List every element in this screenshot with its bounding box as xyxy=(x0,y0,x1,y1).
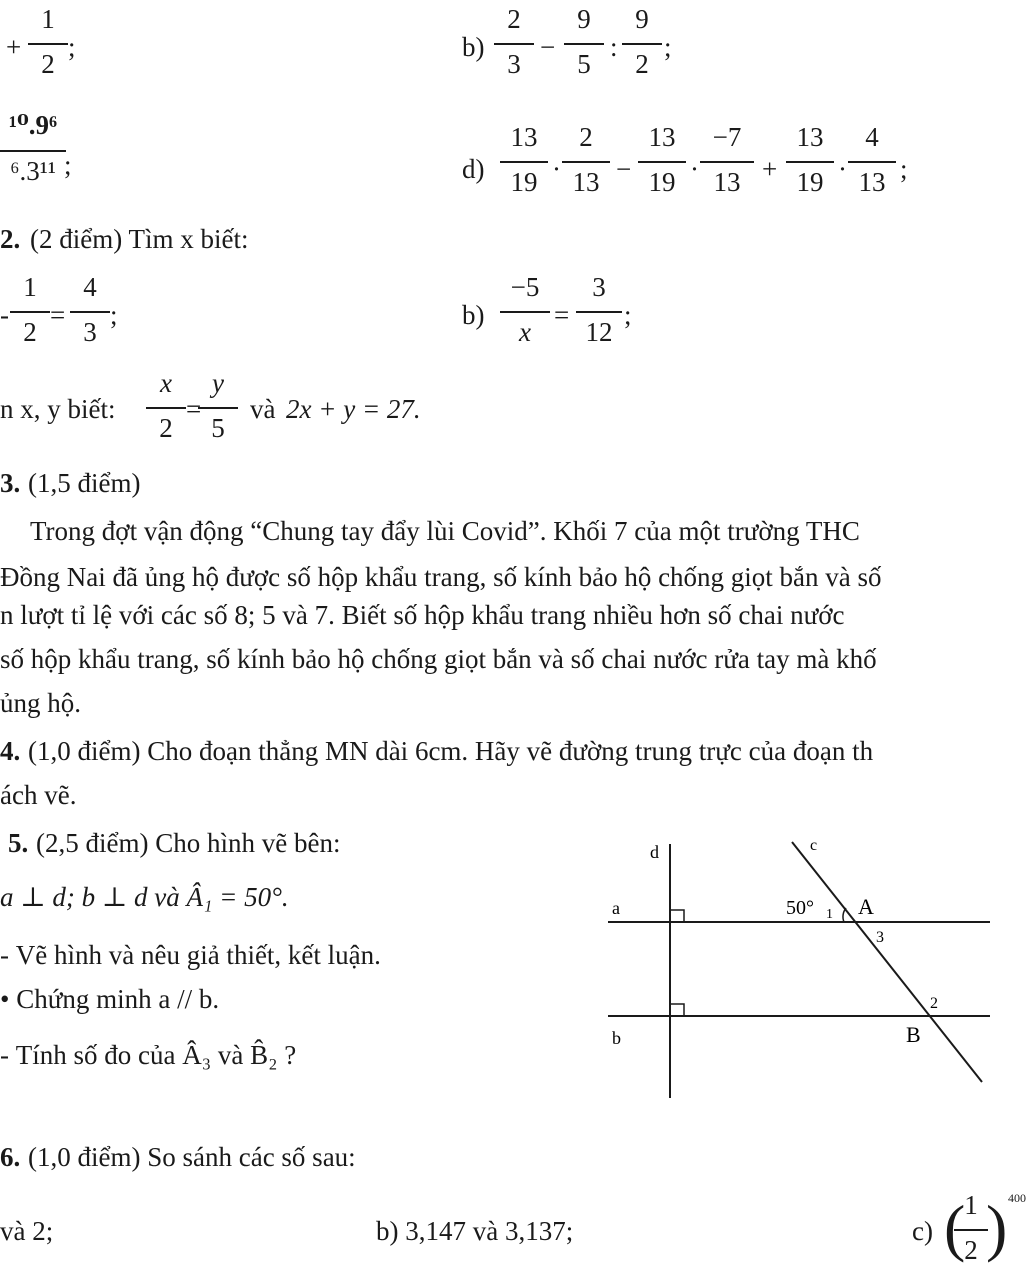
numerator: 1 xyxy=(41,4,55,34)
q1b-frac2: 9 5 xyxy=(564,6,604,78)
q1c-end: ; xyxy=(64,150,72,180)
label-A: A xyxy=(858,894,874,919)
q2-heading: (2 điểm) Tìm x biết: xyxy=(30,224,249,254)
q3-heading: (1,5 điểm) xyxy=(28,468,141,498)
q1b-frac1: 2 3 xyxy=(494,6,534,78)
q6-c-exponent: 400 xyxy=(1008,1191,1026,1205)
q6-b: b) 3,147 và 3,137; xyxy=(376,1216,574,1246)
q1d-frac6: 4 13 xyxy=(848,124,896,196)
label-angle-2: 2 xyxy=(930,995,938,1012)
label-angle: 50° xyxy=(786,897,814,919)
q2a-frac1: 1 2 xyxy=(10,274,50,346)
label-b: b xyxy=(612,1028,621,1048)
q1a-fraction xyxy=(28,6,68,78)
q1a-end: ; xyxy=(68,32,76,62)
q1d-frac2: 2 13 xyxy=(562,124,610,196)
q1b-frac3: 9 2 xyxy=(622,6,662,78)
q2c-frac2: y 5 xyxy=(198,370,238,442)
q6-number: 6. xyxy=(0,1142,21,1172)
q2c-equation: 2x + y = 27. xyxy=(286,394,421,424)
right-angle-mark-a xyxy=(670,910,684,922)
q1d-label: d) xyxy=(462,154,485,184)
label-angle-3: 3 xyxy=(876,929,884,946)
q1d-frac4: −7 13 xyxy=(700,124,754,196)
q2b-frac1: −5 x xyxy=(500,274,550,346)
q1b-end: ; xyxy=(664,32,672,62)
q1d-frac3: 13 19 xyxy=(638,124,686,196)
q1c-fraction: ¹⁰.9⁶ ⁶.3¹¹ xyxy=(0,112,66,185)
q1a-plus: + xyxy=(6,32,22,62)
q2b-frac2: 3 12 xyxy=(576,274,622,346)
label-a: a xyxy=(612,898,620,918)
q6-c-label: c) xyxy=(912,1216,933,1246)
q5-item: - Tính số đo của Â₃ và B̂₂ ? xyxy=(0,1040,297,1070)
label-c: c xyxy=(810,837,818,854)
q6-c-fraction: 1 2 xyxy=(954,1192,988,1264)
q4-line: (1,0 điểm) Cho đoạn thẳng MN dài 6cm. Hãy vẽ đường trung trực của đoạn th xyxy=(28,736,874,766)
right-angle-mark-b xyxy=(670,1004,684,1016)
q1d-frac5: 13 19 xyxy=(786,124,834,196)
q6-paren-right: ) xyxy=(986,1192,1008,1263)
q2-number: 2. xyxy=(0,224,21,254)
q3-line: ủng hộ. xyxy=(0,688,81,718)
q5-given: a ⊥ d; b ⊥ d và Â₁ = 50°. xyxy=(0,882,289,912)
q3-line: số hộp khẩu trang, số kính bảo hộ chống giọt bắn và số chai nước rửa tay mà khố xyxy=(0,644,877,674)
denominator: 2 xyxy=(41,49,55,79)
q2c-prefix: n x, y biết: xyxy=(0,394,116,424)
q3-number: 3. xyxy=(0,468,21,498)
q3-line: Trong đợt vận động “Chung tay đẩy lùi Covid”. Khối 7 của một trường THC xyxy=(30,516,860,546)
label-angle-1: 1 xyxy=(826,907,833,922)
q3-line: n lượt tỉ lệ với các số 8; 5 và 7. Biết số hộp khẩu trang nhiều hơn số chai nước xyxy=(0,600,845,630)
q5-heading: (2,5 điểm) Cho hình vẽ bên: xyxy=(36,828,341,858)
q4-line: ách vẽ. xyxy=(0,780,77,810)
q1b-minus: − xyxy=(540,32,556,62)
q2c-frac1: x 2 xyxy=(146,370,186,442)
q4-number: 4. xyxy=(0,736,21,766)
q5-figure xyxy=(600,830,1000,1100)
label-B: B xyxy=(906,1022,921,1047)
q2a-frac2: 4 3 xyxy=(70,274,110,346)
q5-item: • Chứng minh a // b. xyxy=(0,984,220,1014)
q2b-label: b) xyxy=(462,300,485,330)
line-c xyxy=(792,842,982,1082)
q3-line: Đồng Nai đã ủng hộ được số hộp khẩu trang, số kính bảo hộ chống giọt bắn và số xyxy=(0,562,882,592)
label-d: d xyxy=(650,842,659,862)
q6-heading: (1,0 điểm) So sánh các số sau: xyxy=(28,1142,356,1172)
q1d-frac1: 13 19 xyxy=(500,124,548,196)
q6-a: và 2; xyxy=(0,1216,54,1246)
q5-number: 5. xyxy=(8,828,29,858)
q1b-label: b) xyxy=(462,32,485,62)
q5-item: - Vẽ hình và nêu giả thiết, kết luận. xyxy=(0,940,381,970)
q1b-divide: : xyxy=(610,32,618,62)
q6-paren-left: ( xyxy=(944,1192,966,1263)
